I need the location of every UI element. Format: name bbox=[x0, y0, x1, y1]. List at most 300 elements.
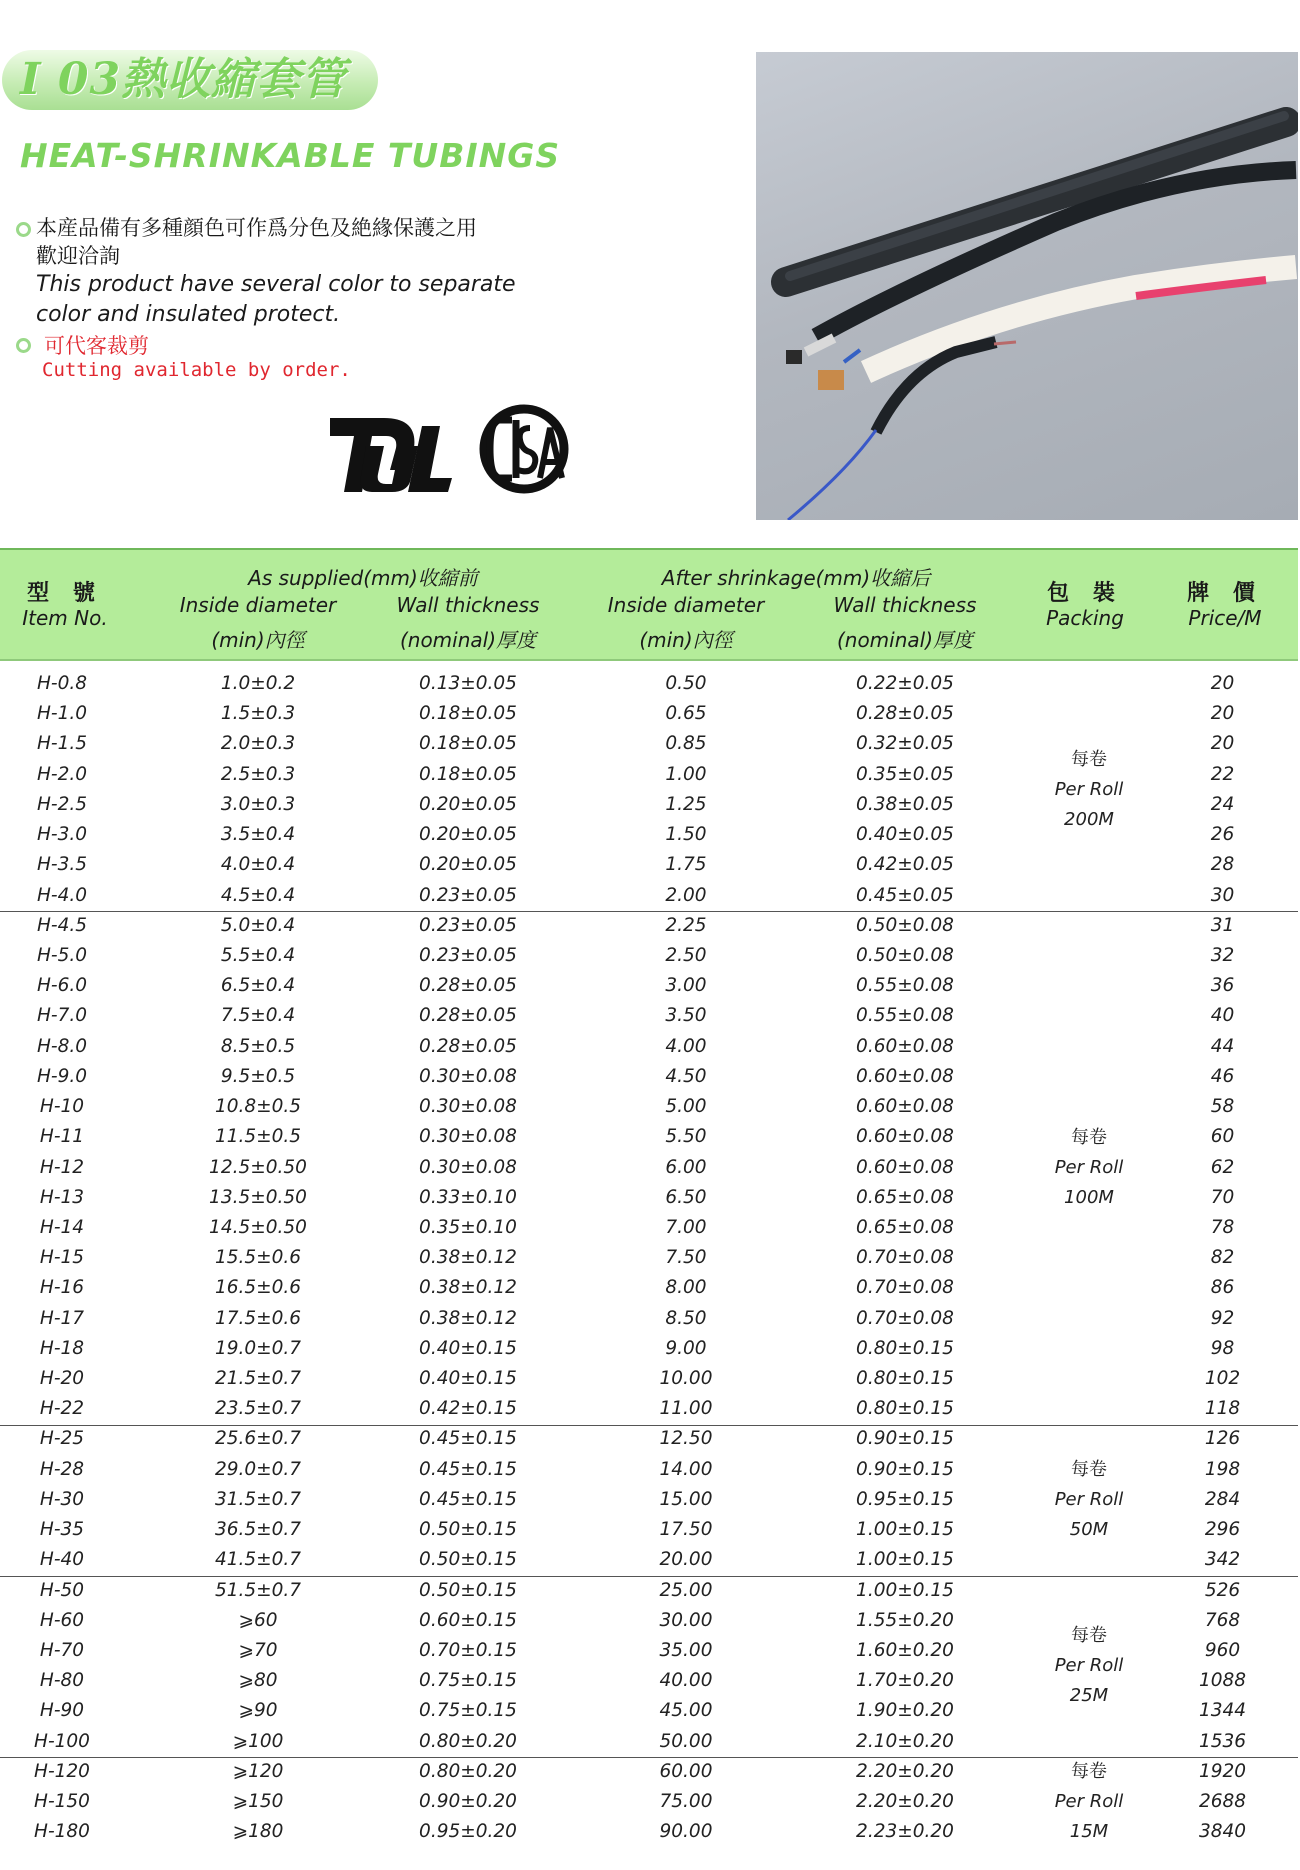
cell-price: 78 bbox=[1210, 1216, 1235, 1238]
cell-shrunk-wall-thickness: 0.55±0.08 bbox=[856, 1005, 954, 1027]
cell-shrunk-inside-diameter: 11.00 bbox=[659, 1398, 713, 1420]
ul-logo-icon bbox=[326, 418, 452, 492]
cell-supplied-wall-thickness: 0.23±0.05 bbox=[419, 914, 517, 936]
cell-supplied-wall-thickness: 0.18±0.05 bbox=[419, 763, 517, 785]
cell-shrunk-wall-thickness: 0.35±0.05 bbox=[856, 763, 954, 785]
cell-shrunk-inside-diameter: 30.00 bbox=[659, 1609, 713, 1631]
cell-item-no: H-17 bbox=[39, 1307, 85, 1329]
cell-supplied-wall-thickness: 0.35±0.10 bbox=[419, 1216, 517, 1238]
cell-supplied-inside-diameter: 3.5±0.4 bbox=[220, 824, 296, 846]
cell-supplied-wall-thickness: 0.50±0.15 bbox=[419, 1519, 517, 1541]
header-supplied-inside-sub: (min)內徑 bbox=[211, 628, 305, 652]
header-supplied-inside: Inside diameter bbox=[179, 593, 337, 617]
product-photo bbox=[756, 52, 1298, 520]
packing-en: Per Roll bbox=[1054, 1156, 1124, 1178]
cell-price: 24 bbox=[1210, 793, 1235, 815]
cell-supplied-wall-thickness: 0.20±0.05 bbox=[419, 824, 517, 846]
header-supplied-wall-sub: (nominal)厚度 bbox=[399, 628, 537, 652]
cell-supplied-inside-diameter: 25.6±0.7 bbox=[214, 1428, 302, 1450]
cell-supplied-wall-thickness: 0.60±0.15 bbox=[419, 1609, 517, 1631]
cell-supplied-inside-diameter: ⩾80 bbox=[238, 1670, 278, 1692]
cell-supplied-inside-diameter: 5.5±0.4 bbox=[220, 944, 296, 966]
page-subtitle: HEAT-SHRINKABLE TUBINGS bbox=[20, 136, 561, 175]
cell-shrunk-inside-diameter: 90.00 bbox=[659, 1821, 713, 1843]
cell-supplied-wall-thickness: 0.20±0.05 bbox=[419, 854, 517, 876]
cell-shrunk-inside-diameter: 8.50 bbox=[665, 1307, 707, 1329]
packing-length: 100M bbox=[1064, 1186, 1114, 1208]
cell-item-no: H-1.0 bbox=[36, 703, 87, 725]
cell-shrunk-inside-diameter: 0.85 bbox=[665, 733, 707, 755]
cell-shrunk-inside-diameter: 75.00 bbox=[659, 1791, 713, 1813]
group-separator bbox=[0, 911, 1298, 912]
cell-shrunk-wall-thickness: 2.20±0.20 bbox=[856, 1791, 954, 1813]
cell-item-no: H-50 bbox=[39, 1579, 85, 1601]
cell-price: 118 bbox=[1204, 1398, 1241, 1420]
cell-supplied-wall-thickness: 0.80±0.20 bbox=[419, 1730, 517, 1752]
cell-supplied-wall-thickness: 0.90±0.20 bbox=[419, 1791, 517, 1813]
cell-item-no: H-1.5 bbox=[36, 733, 87, 755]
table-row bbox=[0, 1364, 1298, 1394]
cell-item-no: H-13 bbox=[39, 1186, 85, 1208]
cell-supplied-wall-thickness: 0.30±0.08 bbox=[419, 1156, 517, 1178]
header-supplied-wall: Wall thickness bbox=[396, 593, 540, 617]
cell-shrunk-wall-thickness: 2.23±0.20 bbox=[856, 1821, 954, 1843]
cell-shrunk-wall-thickness: 0.90±0.15 bbox=[856, 1428, 954, 1450]
cell-price: 1088 bbox=[1198, 1670, 1247, 1692]
cell-shrunk-wall-thickness: 0.80±0.15 bbox=[856, 1398, 954, 1420]
cell-shrunk-wall-thickness: 0.95±0.15 bbox=[856, 1488, 954, 1510]
table-row bbox=[0, 1213, 1298, 1243]
cell-supplied-inside-diameter: 2.5±0.3 bbox=[220, 763, 296, 785]
cell-shrunk-inside-diameter: 12.50 bbox=[659, 1428, 713, 1450]
cell-item-no: H-11 bbox=[39, 1126, 85, 1148]
header-shrunk-inside-sub: (min)內徑 bbox=[639, 628, 733, 652]
cell-shrunk-inside-diameter: 6.50 bbox=[665, 1186, 707, 1208]
packing-en: Per Roll bbox=[1054, 1791, 1124, 1813]
cell-supplied-inside-diameter: ⩾180 bbox=[232, 1821, 284, 1843]
cell-supplied-wall-thickness: 0.80±0.20 bbox=[419, 1760, 517, 1782]
cell-price: 284 bbox=[1204, 1488, 1241, 1510]
cell-shrunk-wall-thickness: 1.55±0.20 bbox=[856, 1609, 954, 1631]
cell-shrunk-wall-thickness: 2.20±0.20 bbox=[856, 1760, 954, 1782]
table-row bbox=[0, 1062, 1298, 1092]
cell-shrunk-wall-thickness: 0.90±0.15 bbox=[856, 1458, 954, 1480]
cell-item-no: H-180 bbox=[34, 1821, 90, 1843]
cell-shrunk-inside-diameter: 3.00 bbox=[665, 975, 707, 997]
cell-supplied-wall-thickness: 0.95±0.20 bbox=[419, 1821, 517, 1843]
cell-item-no: H-25 bbox=[39, 1428, 85, 1450]
cell-price: 20 bbox=[1210, 703, 1235, 725]
table-row bbox=[0, 1243, 1298, 1273]
cell-item-no: H-18 bbox=[39, 1337, 85, 1359]
table-row bbox=[0, 1001, 1298, 1031]
cell-item-no: H-90 bbox=[39, 1700, 85, 1722]
header-shrunk-inside: Inside diameter bbox=[607, 593, 765, 617]
cell-supplied-inside-diameter: ⩾150 bbox=[232, 1791, 284, 1813]
cell-item-no: H-9.0 bbox=[36, 1065, 87, 1087]
cell-shrunk-wall-thickness: 0.60±0.08 bbox=[856, 1126, 954, 1148]
cell-supplied-inside-diameter: 5.0±0.4 bbox=[220, 914, 296, 936]
table-row bbox=[0, 699, 1298, 729]
cell-shrunk-wall-thickness: 0.22±0.05 bbox=[856, 673, 954, 694]
cell-supplied-wall-thickness: 0.33±0.10 bbox=[419, 1186, 517, 1208]
cell-shrunk-wall-thickness: 0.60±0.08 bbox=[856, 1156, 954, 1178]
cell-supplied-wall-thickness: 0.28±0.05 bbox=[419, 1005, 517, 1027]
cell-shrunk-wall-thickness: 0.70±0.08 bbox=[856, 1247, 954, 1269]
cell-item-no: H-30 bbox=[39, 1488, 85, 1510]
cell-price: 1536 bbox=[1198, 1730, 1247, 1752]
cell-item-no: H-8.0 bbox=[36, 1035, 87, 1057]
cell-price: 58 bbox=[1210, 1096, 1235, 1118]
cell-price: 20 bbox=[1210, 673, 1235, 694]
cell-shrunk-inside-diameter: 1.00 bbox=[665, 763, 707, 785]
packing-zh: 每卷 bbox=[1071, 1761, 1107, 1783]
cell-supplied-wall-thickness: 0.13±0.05 bbox=[419, 673, 517, 694]
cell-shrunk-inside-diameter: 10.00 bbox=[659, 1368, 713, 1390]
cell-price: 22 bbox=[1210, 763, 1235, 785]
cell-supplied-wall-thickness: 0.50±0.15 bbox=[419, 1549, 517, 1571]
cell-price: 98 bbox=[1210, 1337, 1235, 1359]
cell-shrunk-wall-thickness: 1.60±0.20 bbox=[856, 1640, 954, 1661]
cell-item-no: H-16 bbox=[39, 1277, 85, 1299]
cell-item-no: H-100 bbox=[34, 1730, 90, 1752]
table-row bbox=[0, 1424, 1298, 1454]
cell-item-no: H-0.8 bbox=[36, 673, 87, 694]
cell-shrunk-inside-diameter: 5.00 bbox=[665, 1096, 707, 1118]
cell-price: 2688 bbox=[1198, 1791, 1247, 1813]
cell-supplied-inside-diameter: 6.5±0.4 bbox=[220, 975, 296, 997]
cell-supplied-wall-thickness: 0.75±0.15 bbox=[419, 1700, 517, 1722]
header-supplied-group: As supplied(mm)收縮前 bbox=[248, 566, 478, 590]
cell-shrunk-inside-diameter: 0.50 bbox=[665, 673, 707, 694]
packing-group bbox=[1030, 1455, 1148, 1545]
cell-item-no: H-80 bbox=[39, 1670, 85, 1692]
cell-supplied-inside-diameter: 31.5±0.7 bbox=[214, 1488, 302, 1510]
cell-shrunk-wall-thickness: 0.80±0.15 bbox=[856, 1368, 954, 1390]
packing-group bbox=[1030, 745, 1148, 835]
cell-shrunk-wall-thickness: 0.55±0.08 bbox=[856, 975, 954, 997]
table-row bbox=[0, 1304, 1298, 1334]
cell-shrunk-inside-diameter: 40.00 bbox=[659, 1670, 713, 1692]
cell-supplied-wall-thickness: 0.28±0.05 bbox=[419, 975, 517, 997]
cell-shrunk-inside-diameter: 17.50 bbox=[659, 1519, 713, 1541]
custom-cut-zh: 可代客裁剪 bbox=[44, 334, 149, 358]
header-shrunk-wall-sub: (nominal)厚度 bbox=[836, 628, 974, 652]
cell-item-no: H-12 bbox=[39, 1156, 85, 1178]
cell-price: 198 bbox=[1204, 1458, 1241, 1480]
table-row bbox=[0, 1545, 1298, 1575]
header-packing-en: Packing bbox=[1046, 606, 1124, 630]
table-row bbox=[0, 1727, 1298, 1757]
header-price-en: Price/M bbox=[1188, 606, 1262, 630]
cell-supplied-wall-thickness: 0.23±0.05 bbox=[419, 884, 517, 906]
cell-supplied-inside-diameter: ⩾100 bbox=[232, 1730, 284, 1752]
cell-supplied-wall-thickness: 0.45±0.15 bbox=[419, 1488, 517, 1510]
cell-price: 526 bbox=[1204, 1579, 1241, 1601]
cell-shrunk-inside-diameter: 60.00 bbox=[659, 1760, 713, 1782]
packing-en: Per Roll bbox=[1054, 778, 1124, 800]
cell-supplied-inside-diameter: 9.5±0.5 bbox=[220, 1065, 296, 1087]
cell-supplied-wall-thickness: 0.28±0.05 bbox=[419, 1035, 517, 1057]
cell-price: 3840 bbox=[1198, 1821, 1247, 1843]
cell-supplied-wall-thickness: 0.30±0.08 bbox=[419, 1065, 517, 1087]
description-zh-2: 歡迎洽詢 bbox=[36, 244, 120, 268]
cell-item-no: H-35 bbox=[39, 1519, 85, 1541]
table-row bbox=[0, 1576, 1298, 1606]
header-shrunk-wall: Wall thickness bbox=[833, 593, 977, 617]
packing-length: 15M bbox=[1069, 1821, 1109, 1843]
packing-length: 200M bbox=[1064, 808, 1114, 830]
cell-shrunk-wall-thickness: 1.70±0.20 bbox=[856, 1670, 954, 1692]
cell-shrunk-inside-diameter: 4.00 bbox=[665, 1035, 707, 1057]
packing-length: 50M bbox=[1069, 1519, 1109, 1541]
cell-price: 30 bbox=[1210, 884, 1235, 906]
cell-supplied-wall-thickness: 0.30±0.08 bbox=[419, 1126, 517, 1148]
cell-shrunk-inside-diameter: 7.00 bbox=[665, 1216, 707, 1238]
cell-price: 1344 bbox=[1198, 1700, 1247, 1722]
cell-shrunk-wall-thickness: 0.42±0.05 bbox=[856, 854, 954, 876]
cell-supplied-inside-diameter: 1.0±0.2 bbox=[220, 673, 296, 694]
table-row bbox=[0, 881, 1298, 911]
cell-supplied-inside-diameter: 13.5±0.50 bbox=[209, 1186, 307, 1208]
cell-price: 44 bbox=[1210, 1035, 1235, 1057]
cell-price: 32 bbox=[1210, 944, 1235, 966]
description-zh-1: 本産品備有多種顔色可作爲分色及絶緣保護之用 bbox=[36, 216, 477, 240]
cell-supplied-inside-diameter: 36.5±0.7 bbox=[214, 1519, 302, 1541]
group-separator bbox=[0, 1576, 1298, 1577]
cell-shrunk-wall-thickness: 0.50±0.08 bbox=[856, 944, 954, 966]
cell-supplied-inside-diameter: 29.0±0.7 bbox=[214, 1458, 302, 1480]
cell-item-no: H-22 bbox=[39, 1398, 85, 1420]
cell-shrunk-inside-diameter: 7.50 bbox=[665, 1247, 707, 1269]
cell-price: 102 bbox=[1204, 1368, 1241, 1390]
cell-supplied-inside-diameter: 10.8±0.5 bbox=[214, 1096, 302, 1118]
cell-shrunk-inside-diameter: 3.50 bbox=[665, 1005, 707, 1027]
table-body bbox=[0, 669, 1298, 1848]
cell-price: 46 bbox=[1210, 1065, 1235, 1087]
cell-supplied-wall-thickness: 0.23±0.05 bbox=[419, 944, 517, 966]
cell-shrunk-wall-thickness: 2.10±0.20 bbox=[856, 1730, 954, 1752]
cell-price: 60 bbox=[1210, 1126, 1235, 1148]
cell-supplied-wall-thickness: 0.45±0.15 bbox=[419, 1458, 517, 1480]
header-item-en: Item No. bbox=[22, 606, 108, 630]
cell-shrunk-wall-thickness: 0.40±0.05 bbox=[856, 824, 954, 846]
cell-shrunk-wall-thickness: 0.50±0.08 bbox=[856, 914, 954, 936]
table-header bbox=[0, 548, 1298, 661]
cell-shrunk-inside-diameter: 50.00 bbox=[659, 1730, 713, 1752]
cell-supplied-inside-diameter: ⩾90 bbox=[238, 1700, 278, 1722]
cell-supplied-wall-thickness: 0.18±0.05 bbox=[419, 733, 517, 755]
cell-item-no: H-10 bbox=[39, 1096, 85, 1118]
header-price-zh: 牌 價 bbox=[1187, 581, 1263, 606]
cell-shrunk-wall-thickness: 0.28±0.05 bbox=[856, 703, 954, 725]
cell-supplied-inside-diameter: 23.5±0.7 bbox=[214, 1398, 302, 1420]
cell-shrunk-inside-diameter: 1.75 bbox=[665, 854, 707, 876]
cell-shrunk-inside-diameter: 0.65 bbox=[665, 703, 707, 725]
cell-price: 31 bbox=[1210, 914, 1235, 936]
cell-supplied-inside-diameter: 7.5±0.4 bbox=[220, 1005, 296, 1027]
cell-shrunk-inside-diameter: 1.25 bbox=[665, 793, 707, 815]
cell-shrunk-inside-diameter: 14.00 bbox=[659, 1458, 713, 1480]
cell-price: 296 bbox=[1204, 1519, 1241, 1541]
cell-price: 36 bbox=[1210, 975, 1235, 997]
cell-shrunk-inside-diameter: 2.00 bbox=[665, 884, 707, 906]
cell-shrunk-wall-thickness: 1.90±0.20 bbox=[856, 1700, 954, 1722]
custom-cut-en: Cutting available by order. bbox=[42, 359, 351, 381]
cell-item-no: H-6.0 bbox=[36, 975, 87, 997]
cell-supplied-inside-diameter: 16.5±0.6 bbox=[214, 1277, 302, 1299]
header-shrunk-group: After shrinkage(mm)收縮后 bbox=[661, 566, 931, 590]
cell-supplied-inside-diameter: 15.5±0.6 bbox=[214, 1247, 302, 1269]
cell-supplied-wall-thickness: 0.40±0.15 bbox=[419, 1368, 517, 1390]
description-en-2: color and insulated protect. bbox=[36, 302, 341, 327]
cell-price: 126 bbox=[1204, 1428, 1241, 1450]
cell-item-no: H-60 bbox=[39, 1609, 85, 1631]
cell-supplied-wall-thickness: 0.40±0.15 bbox=[419, 1337, 517, 1359]
cell-price: 40 bbox=[1210, 1005, 1235, 1027]
cell-supplied-inside-diameter: 19.0±0.7 bbox=[214, 1337, 302, 1359]
cell-supplied-inside-diameter: 3.0±0.3 bbox=[220, 793, 296, 815]
cell-supplied-inside-diameter: 12.5±0.50 bbox=[209, 1156, 307, 1178]
cell-shrunk-wall-thickness: 0.38±0.05 bbox=[856, 793, 954, 815]
cell-price: 62 bbox=[1210, 1156, 1235, 1178]
table-row bbox=[0, 1394, 1298, 1424]
group-separator bbox=[0, 1425, 1298, 1426]
cell-supplied-wall-thickness: 0.75±0.15 bbox=[419, 1670, 517, 1692]
header-item-zh: 型 號 bbox=[27, 581, 103, 606]
packing-zh: 每卷 bbox=[1071, 1126, 1107, 1148]
cell-supplied-inside-diameter: 14.5±0.50 bbox=[209, 1216, 307, 1238]
cell-item-no: H-14 bbox=[39, 1216, 85, 1238]
cell-price: 1920 bbox=[1198, 1760, 1247, 1782]
cell-shrunk-inside-diameter: 6.00 bbox=[665, 1156, 707, 1178]
cell-supplied-wall-thickness: 0.38±0.12 bbox=[419, 1307, 517, 1329]
description-en-1: This product have several color to separate bbox=[36, 272, 516, 297]
cell-price: 92 bbox=[1210, 1307, 1235, 1329]
cell-price: 20 bbox=[1210, 733, 1235, 755]
cell-supplied-inside-diameter: 21.5±0.7 bbox=[214, 1368, 302, 1390]
packing-zh: 每卷 bbox=[1071, 748, 1107, 770]
cell-supplied-wall-thickness: 0.18±0.05 bbox=[419, 703, 517, 725]
cell-price: 960 bbox=[1204, 1640, 1241, 1661]
cell-supplied-wall-thickness: 0.45±0.15 bbox=[419, 1428, 517, 1450]
cell-shrunk-wall-thickness: 1.00±0.15 bbox=[856, 1579, 954, 1601]
cell-shrunk-wall-thickness: 1.00±0.15 bbox=[856, 1549, 954, 1571]
packing-group bbox=[1030, 1123, 1148, 1213]
cell-item-no: H-28 bbox=[39, 1458, 85, 1480]
cell-supplied-wall-thickness: 0.42±0.15 bbox=[419, 1398, 517, 1420]
packing-length: 25M bbox=[1069, 1685, 1109, 1707]
cell-item-no: H-3.0 bbox=[36, 824, 87, 846]
cell-supplied-inside-diameter: 4.5±0.4 bbox=[220, 884, 296, 906]
cell-shrunk-inside-diameter: 5.50 bbox=[665, 1126, 707, 1148]
cell-supplied-inside-diameter: 8.5±0.5 bbox=[220, 1035, 296, 1057]
cell-shrunk-inside-diameter: 9.00 bbox=[665, 1337, 707, 1359]
cell-supplied-wall-thickness: 0.70±0.15 bbox=[419, 1640, 517, 1661]
cell-item-no: H-4.0 bbox=[36, 884, 87, 906]
cell-price: 70 bbox=[1210, 1186, 1235, 1208]
bullet-icon bbox=[16, 338, 31, 353]
cell-item-no: H-70 bbox=[39, 1640, 85, 1661]
packing-group bbox=[1030, 1757, 1148, 1847]
table-row bbox=[0, 1273, 1298, 1303]
cell-shrunk-inside-diameter: 1.50 bbox=[665, 824, 707, 846]
table-row bbox=[0, 911, 1298, 941]
cell-price: 86 bbox=[1210, 1277, 1235, 1299]
cell-shrunk-inside-diameter: 35.00 bbox=[659, 1640, 713, 1661]
cell-price: 82 bbox=[1210, 1247, 1235, 1269]
packing-en: Per Roll bbox=[1054, 1655, 1124, 1677]
cell-supplied-wall-thickness: 0.30±0.08 bbox=[419, 1096, 517, 1118]
cell-supplied-wall-thickness: 0.20±0.05 bbox=[419, 793, 517, 815]
cell-supplied-wall-thickness: 0.38±0.12 bbox=[419, 1277, 517, 1299]
cell-supplied-inside-diameter: 11.5±0.5 bbox=[214, 1126, 302, 1148]
packing-en: Per Roll bbox=[1054, 1489, 1124, 1511]
cell-shrunk-wall-thickness: 0.65±0.08 bbox=[856, 1216, 954, 1238]
cell-item-no: H-5.0 bbox=[36, 944, 87, 966]
cell-shrunk-inside-diameter: 8.00 bbox=[665, 1277, 707, 1299]
cell-price: 28 bbox=[1210, 854, 1235, 876]
cell-shrunk-wall-thickness: 0.80±0.15 bbox=[856, 1337, 954, 1359]
cell-shrunk-inside-diameter: 25.00 bbox=[659, 1579, 713, 1601]
cell-shrunk-inside-diameter: 2.25 bbox=[665, 914, 707, 936]
cell-shrunk-inside-diameter: 15.00 bbox=[659, 1488, 713, 1510]
cell-item-no: H-120 bbox=[34, 1760, 90, 1782]
bullet-icon bbox=[16, 222, 31, 237]
cell-shrunk-inside-diameter: 2.50 bbox=[665, 944, 707, 966]
cell-shrunk-wall-thickness: 1.00±0.15 bbox=[856, 1519, 954, 1541]
cell-shrunk-wall-thickness: 0.70±0.08 bbox=[856, 1307, 954, 1329]
cell-supplied-inside-diameter: 1.5±0.3 bbox=[220, 703, 296, 725]
cell-supplied-wall-thickness: 0.38±0.12 bbox=[419, 1247, 517, 1269]
cell-price: 26 bbox=[1210, 824, 1235, 846]
cell-item-no: H-3.5 bbox=[36, 854, 87, 876]
table-row bbox=[0, 1092, 1298, 1122]
cell-item-no: H-7.0 bbox=[36, 1005, 87, 1027]
cell-supplied-inside-diameter: ⩾60 bbox=[238, 1609, 278, 1631]
cell-price: 342 bbox=[1204, 1549, 1241, 1571]
cell-supplied-inside-diameter: 41.5±0.7 bbox=[214, 1549, 302, 1571]
cell-shrunk-wall-thickness: 0.65±0.08 bbox=[856, 1186, 954, 1208]
cell-supplied-wall-thickness: 0.50±0.15 bbox=[419, 1579, 517, 1601]
table-row bbox=[0, 941, 1298, 971]
header-packing-zh: 包 裝 bbox=[1047, 581, 1123, 606]
cell-supplied-inside-diameter: 51.5±0.7 bbox=[214, 1579, 302, 1601]
cell-item-no: H-15 bbox=[39, 1247, 85, 1269]
cell-item-no: H-4.5 bbox=[36, 914, 87, 936]
cell-shrunk-wall-thickness: 0.32±0.05 bbox=[856, 733, 954, 755]
cell-item-no: H-40 bbox=[39, 1549, 85, 1571]
cell-item-no: H-150 bbox=[34, 1791, 90, 1813]
cell-price: 768 bbox=[1204, 1609, 1241, 1631]
cell-shrunk-wall-thickness: 0.70±0.08 bbox=[856, 1277, 954, 1299]
csa-logo-icon bbox=[478, 402, 570, 496]
page-title: I 03熱收縮套管 bbox=[20, 54, 347, 105]
cell-shrunk-inside-diameter: 45.00 bbox=[659, 1700, 713, 1722]
cell-supplied-inside-diameter: ⩾120 bbox=[232, 1760, 284, 1782]
packing-zh: 每卷 bbox=[1071, 1625, 1107, 1647]
cell-item-no: H-2.5 bbox=[36, 793, 87, 815]
table-row bbox=[0, 971, 1298, 1001]
cell-shrunk-inside-diameter: 4.50 bbox=[665, 1065, 707, 1087]
cell-shrunk-wall-thickness: 0.60±0.08 bbox=[856, 1035, 954, 1057]
table-row bbox=[0, 1032, 1298, 1062]
cell-shrunk-wall-thickness: 0.60±0.08 bbox=[856, 1096, 954, 1118]
packing-zh: 每卷 bbox=[1071, 1459, 1107, 1481]
cell-supplied-inside-diameter: 2.0±0.3 bbox=[220, 733, 296, 755]
table-row bbox=[0, 669, 1298, 699]
table-row bbox=[0, 850, 1298, 880]
